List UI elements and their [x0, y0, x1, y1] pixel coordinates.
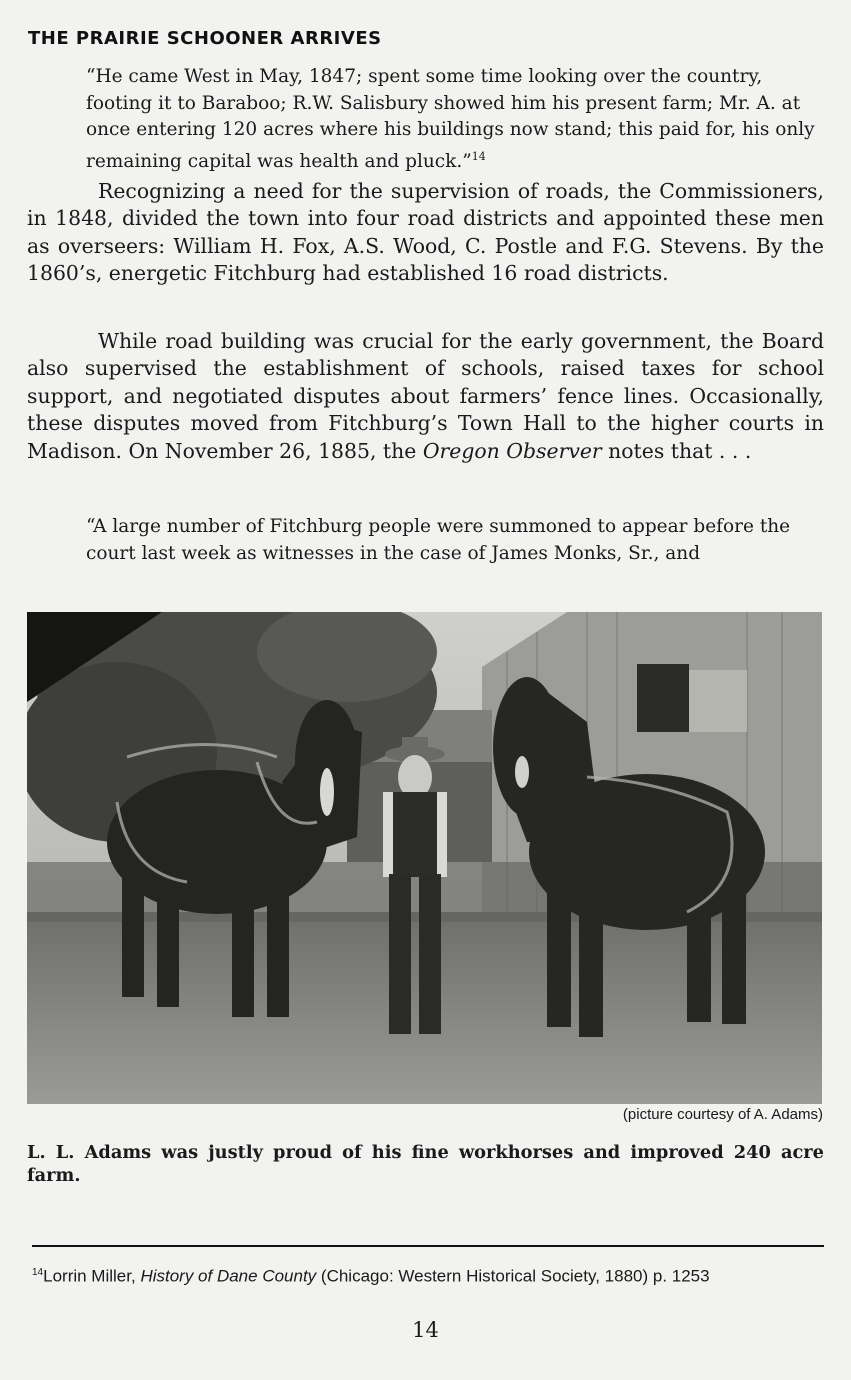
para-board-text: While road building was crucial for the early government, the Board also supervised the establishment of schools, raised taxes for school support, and negotiated disputes about farmers’ fence lines. Occasionally, these disputes moved from Fitchburg’s Town Hall to the higher courts in Madison. On November 26, 1885, the — [27, 329, 824, 463]
paragraph-roads: Recognizing a need for the supervision of roads, the Commissioners, in 1848, divided the town into four road districts and appointed these men as overseers: William H. Fox, A.S. Wood, C. Postle and F.G. Stevens. By the 1860’s, energetic Fitchburg had established 16 road districts. — [27, 179, 824, 286]
footnote-publication: (Chicago: Western Historical Society, 1880) p. 1253 — [316, 1266, 710, 1286]
footnote-author: Lorrin Miller, — [43, 1266, 141, 1286]
paragraph-board — [27, 328, 824, 465]
quote-1-text: “He came West in May, 1847; spent some time looking over the country, footing it to Baraboo; R.W. Salisbury showed him his present farm; Mr. A. at once entering 120 acres where his buildings now stand; this paid for, his only remaining capital was health and pluck.” — [86, 66, 815, 172]
newspaper-title: Oregon Observer — [422, 438, 602, 463]
block-quote-2: “A large number of Fitchburg people were summoned to appear before the court last week as witnesses in the case of James Monks, Sr., and — [86, 516, 791, 564]
footnote-book-title: History of Dane County — [140, 1266, 317, 1286]
photo-credit: (picture courtesy of A. Adams) — [622, 1106, 823, 1123]
footnote-mark: 14 — [32, 1267, 44, 1278]
block-quote-1 — [86, 64, 820, 175]
masthead: THE PRAIRIE SCHOONER ARRIVES — [28, 28, 382, 49]
para-board-end: notes that . . . — [601, 438, 752, 463]
footnote-divider — [32, 1245, 824, 1247]
footnote — [32, 1262, 827, 1288]
page-number: 14 — [412, 1318, 439, 1342]
footnote-ref: 14 — [471, 149, 486, 163]
photo-caption: L. L. Adams was justly proud of his fine workhorses and improved 240 acre farm. — [27, 1142, 824, 1186]
photo-illustration — [27, 612, 822, 1104]
photo-horses-farmer — [27, 612, 822, 1104]
